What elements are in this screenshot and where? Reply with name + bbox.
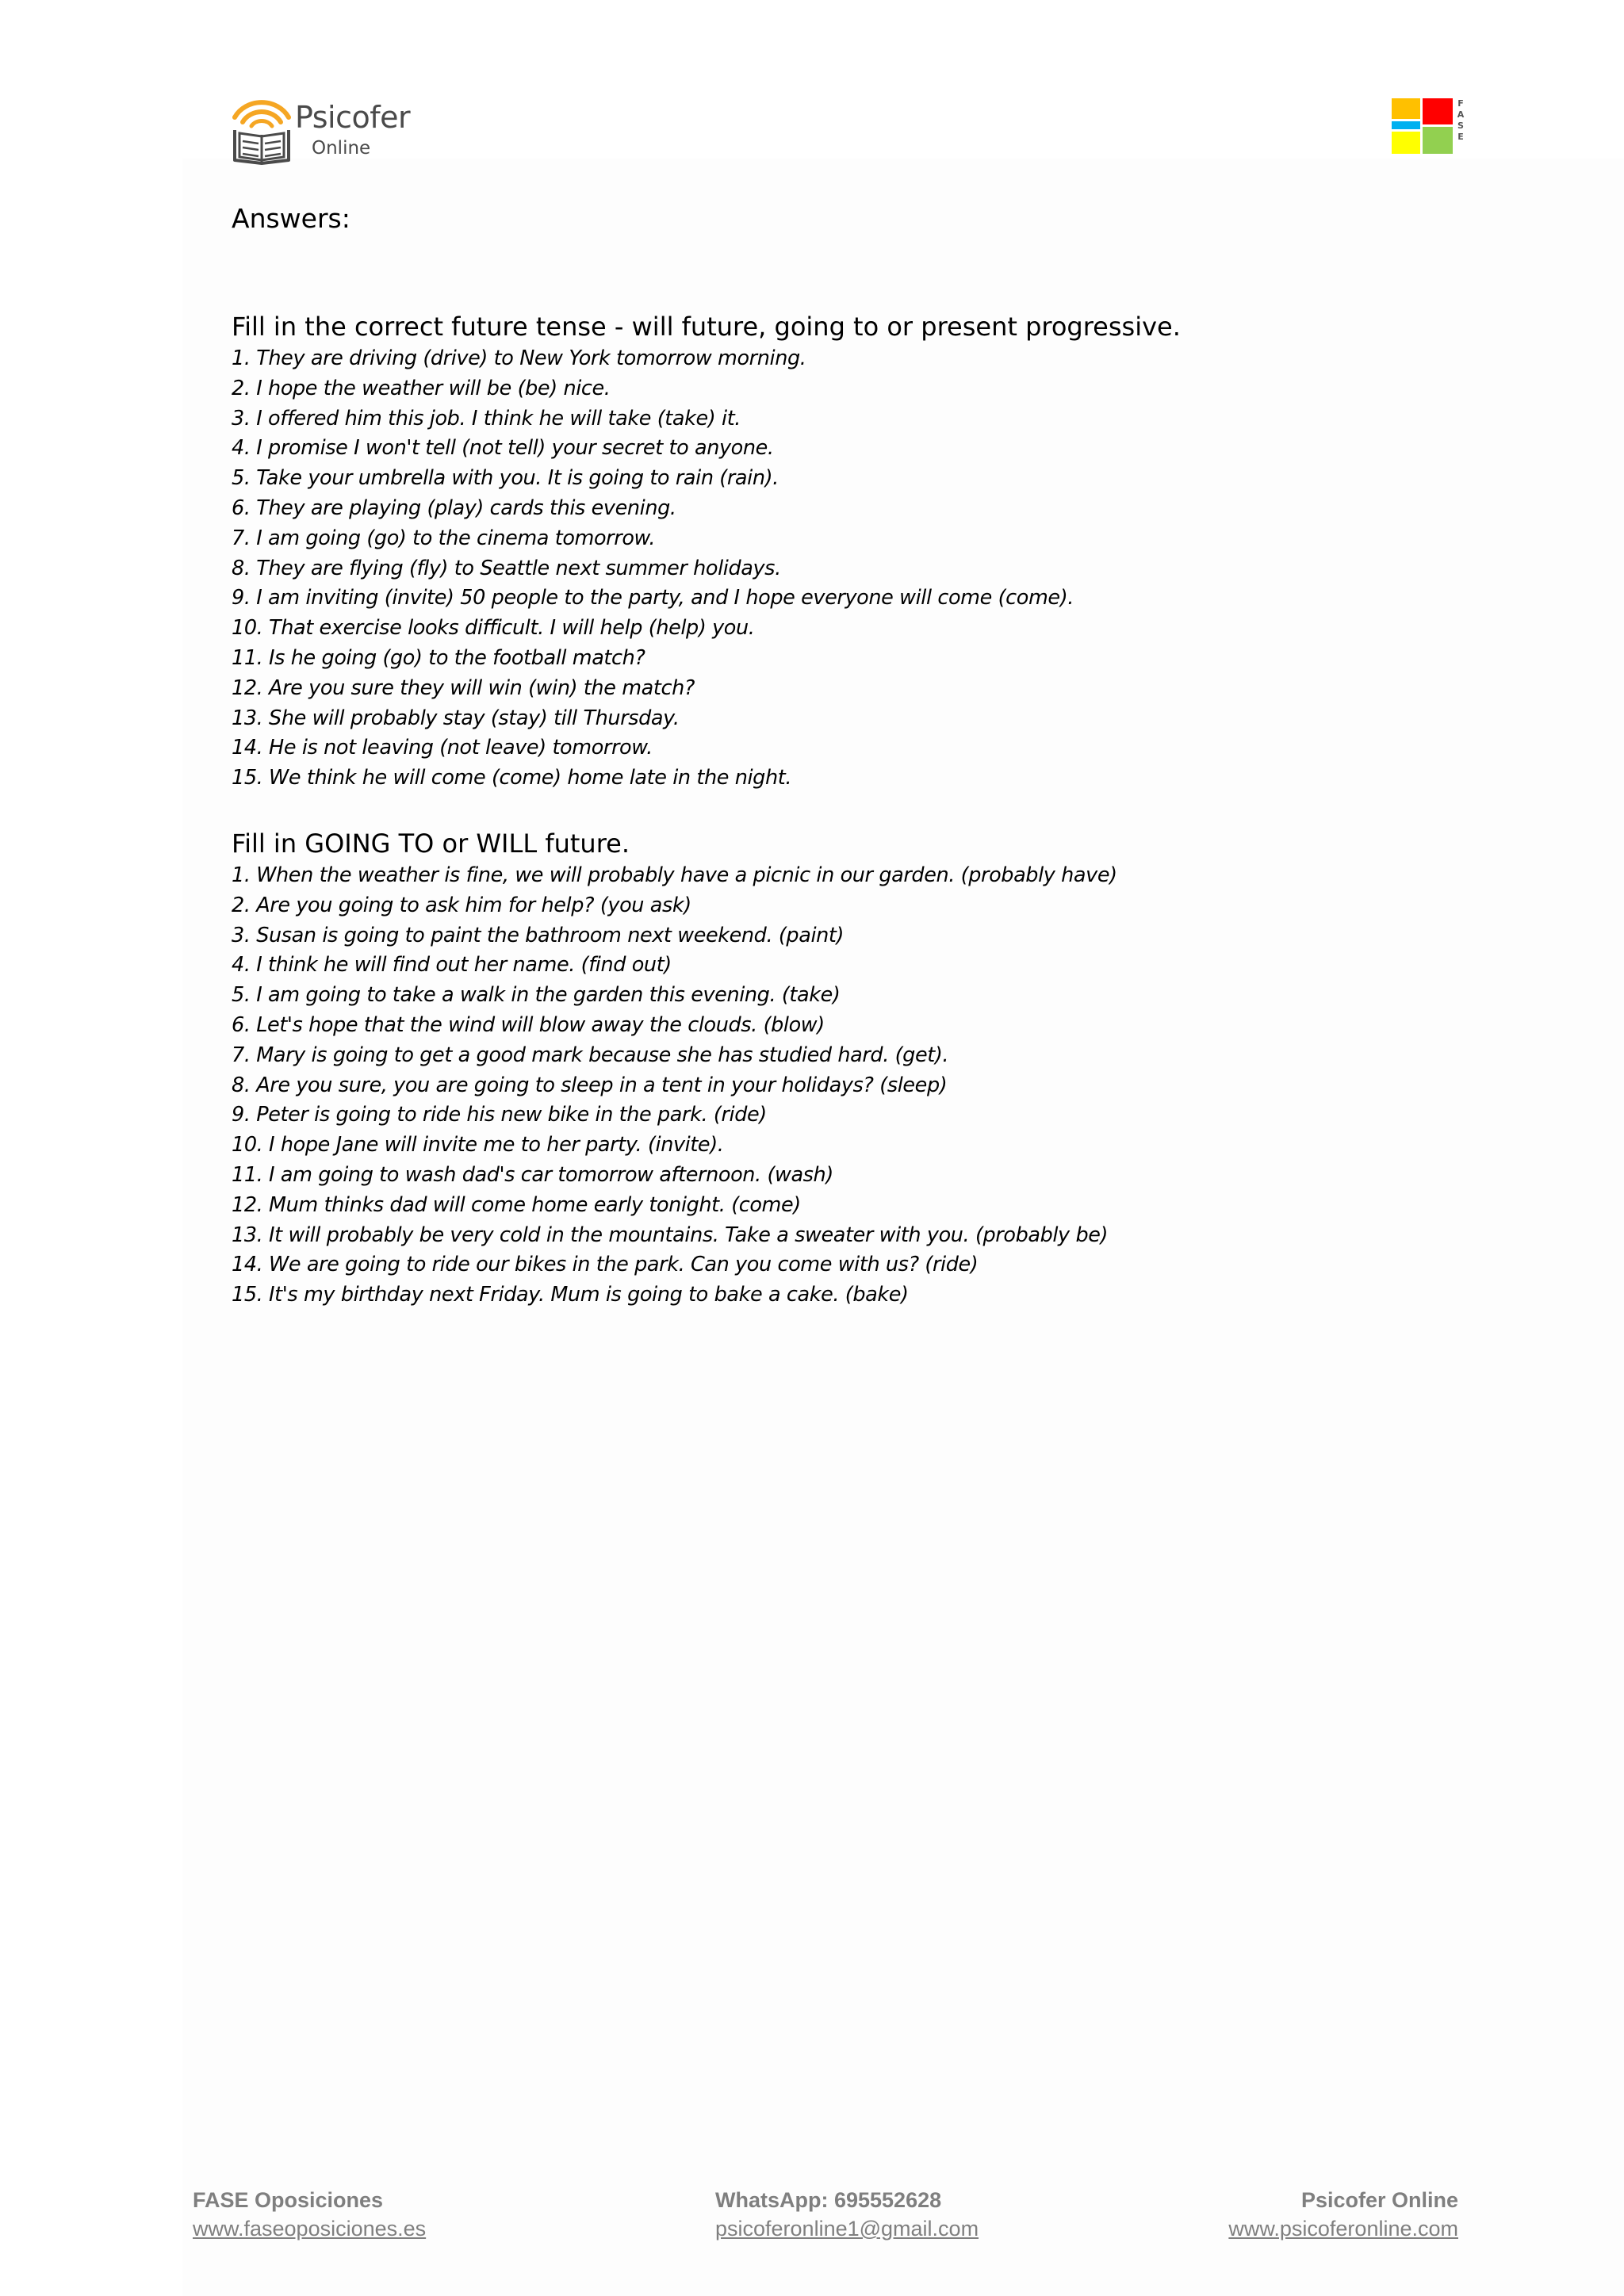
answer-item: 7. Mary is going to get a good mark because she has studied hard. (get). [232, 1043, 949, 1067]
answer-item: 5. Take your umbrella with you. It is going to rain (rain). [232, 466, 779, 491]
answer-item: 6. They are playing (play) cards this evening. [232, 496, 676, 520]
answer-item: 10. I hope Jane will invite me to her party. (invite). [232, 1133, 724, 1158]
answers-title: Answers: [232, 203, 350, 234]
answer-item: 15. It's my birthday next Friday. Mum is going to bake a cake. (bake) [232, 1283, 909, 1307]
fase-letters: F A S E [1457, 98, 1465, 142]
answer-item: 11. I am going to wash dad's car tomorrow afternoon. (wash) [232, 1162, 833, 1187]
footer-psicofer [1228, 2186, 1458, 2243]
answer-item: 4. I promise I won't tell (not tell) your secret to anyone. [232, 436, 774, 461]
footer-email-link[interactable]: psicoferonline1@gmail.com [715, 2217, 979, 2241]
answer-item: 9. I am inviting (invite) 50 people to the party, and I hope everyone will come (come). [232, 586, 1074, 610]
answer-item: 15. We think he will come (come) home late in the night. [232, 766, 792, 790]
answer-item: 7. I am going (go) to the cinema tomorrow. [232, 526, 656, 550]
answer-item: 9. Peter is going to ride his new bike in the park. (ride) [232, 1103, 767, 1127]
answer-item: 12. Are you sure they will win (win) the match? [232, 675, 695, 700]
fase-square-yellow [1392, 132, 1420, 154]
fase-square-orange [1392, 98, 1420, 119]
answer-item: 8. They are flying (fly) to Seattle next summer holidays. [232, 556, 781, 580]
answer-item: 4. I think he will find out her name. (find out) [232, 953, 672, 978]
answer-list [232, 861, 1117, 1311]
main-content [232, 198, 1500, 1307]
answer-item: 1. They are driving (drive) to New York tomorrow morning. [232, 346, 806, 370]
psicofer-logo [230, 94, 420, 173]
answer-item: 11. Is he going (go) to the football match? [232, 645, 645, 670]
answer-item: 8. Are you sure, you are going to sleep in a tent in your holidays? (sleep) [232, 1073, 948, 1097]
answer-item: 2. I hope the weather will be (be) nice. [232, 376, 611, 400]
book-wifi-icon [230, 94, 293, 165]
answer-item: 13. It will probably be very cold in the mountains. Take a sweater with you. (probably be) [232, 1223, 1109, 1247]
footer-psicofer-link[interactable]: www.psicoferonline.com [1228, 2217, 1458, 2241]
footer-fase [193, 2186, 426, 2243]
section-future-tense [232, 309, 1181, 794]
fase-square-blue [1392, 121, 1420, 129]
answer-item: 10. That exercise looks difficult. I will help (help) you. [232, 616, 755, 641]
answer-item: 1. When the weather is fine, we will probably have a picnic in our garden. (probably have) [232, 863, 1117, 887]
footer-fase-name: FASE Oposiciones [193, 2188, 384, 2212]
fase-square-green [1423, 127, 1453, 154]
fase-logo [1392, 98, 1466, 155]
brand-name: Psicofer [295, 100, 411, 135]
section-title: Fill in the correct future tense - will future, going to or present progressive. [232, 312, 1181, 342]
answer-item: 5. I am going to take a walk in the garden this evening. (take) [232, 983, 841, 1008]
brand-subtitle: Online [312, 138, 371, 159]
section-going-to-will [232, 826, 1117, 1311]
answer-item: 3. Susan is going to paint the bathroom next weekend. (paint) [232, 923, 845, 947]
footer-contact [715, 2186, 979, 2243]
footer-psicofer-name: Psicofer Online [1300, 2188, 1458, 2212]
answer-item: 13. She will probably stay (stay) till Thursday. [232, 706, 680, 730]
answer-list [232, 344, 1181, 794]
footer-fase-link[interactable]: www.faseoposiciones.es [193, 2217, 427, 2241]
fase-square-red [1423, 98, 1453, 124]
answer-item: 14. He is not leaving (not leave) tomorrow. [232, 736, 653, 760]
answer-item: 12. Mum thinks dad will come home early tonight. (come) [232, 1192, 801, 1217]
footer-whatsapp: WhatsApp: 695552628 [715, 2188, 942, 2212]
answer-item: 2. Are you going to ask him for help? (you ask) [232, 893, 691, 917]
answer-item: 6. Let's hope that the wind will blow away the clouds. (blow) [232, 1012, 825, 1037]
answer-item: 14. We are going to ride our bikes in the park. Can you come with us? (ride) [232, 1253, 979, 1277]
section-title: Fill in GOING TO or WILL future. [232, 828, 630, 859]
answer-item: 3. I offered him this job. I think he will take (take) it. [232, 406, 741, 430]
page-footer [193, 2186, 1458, 2249]
